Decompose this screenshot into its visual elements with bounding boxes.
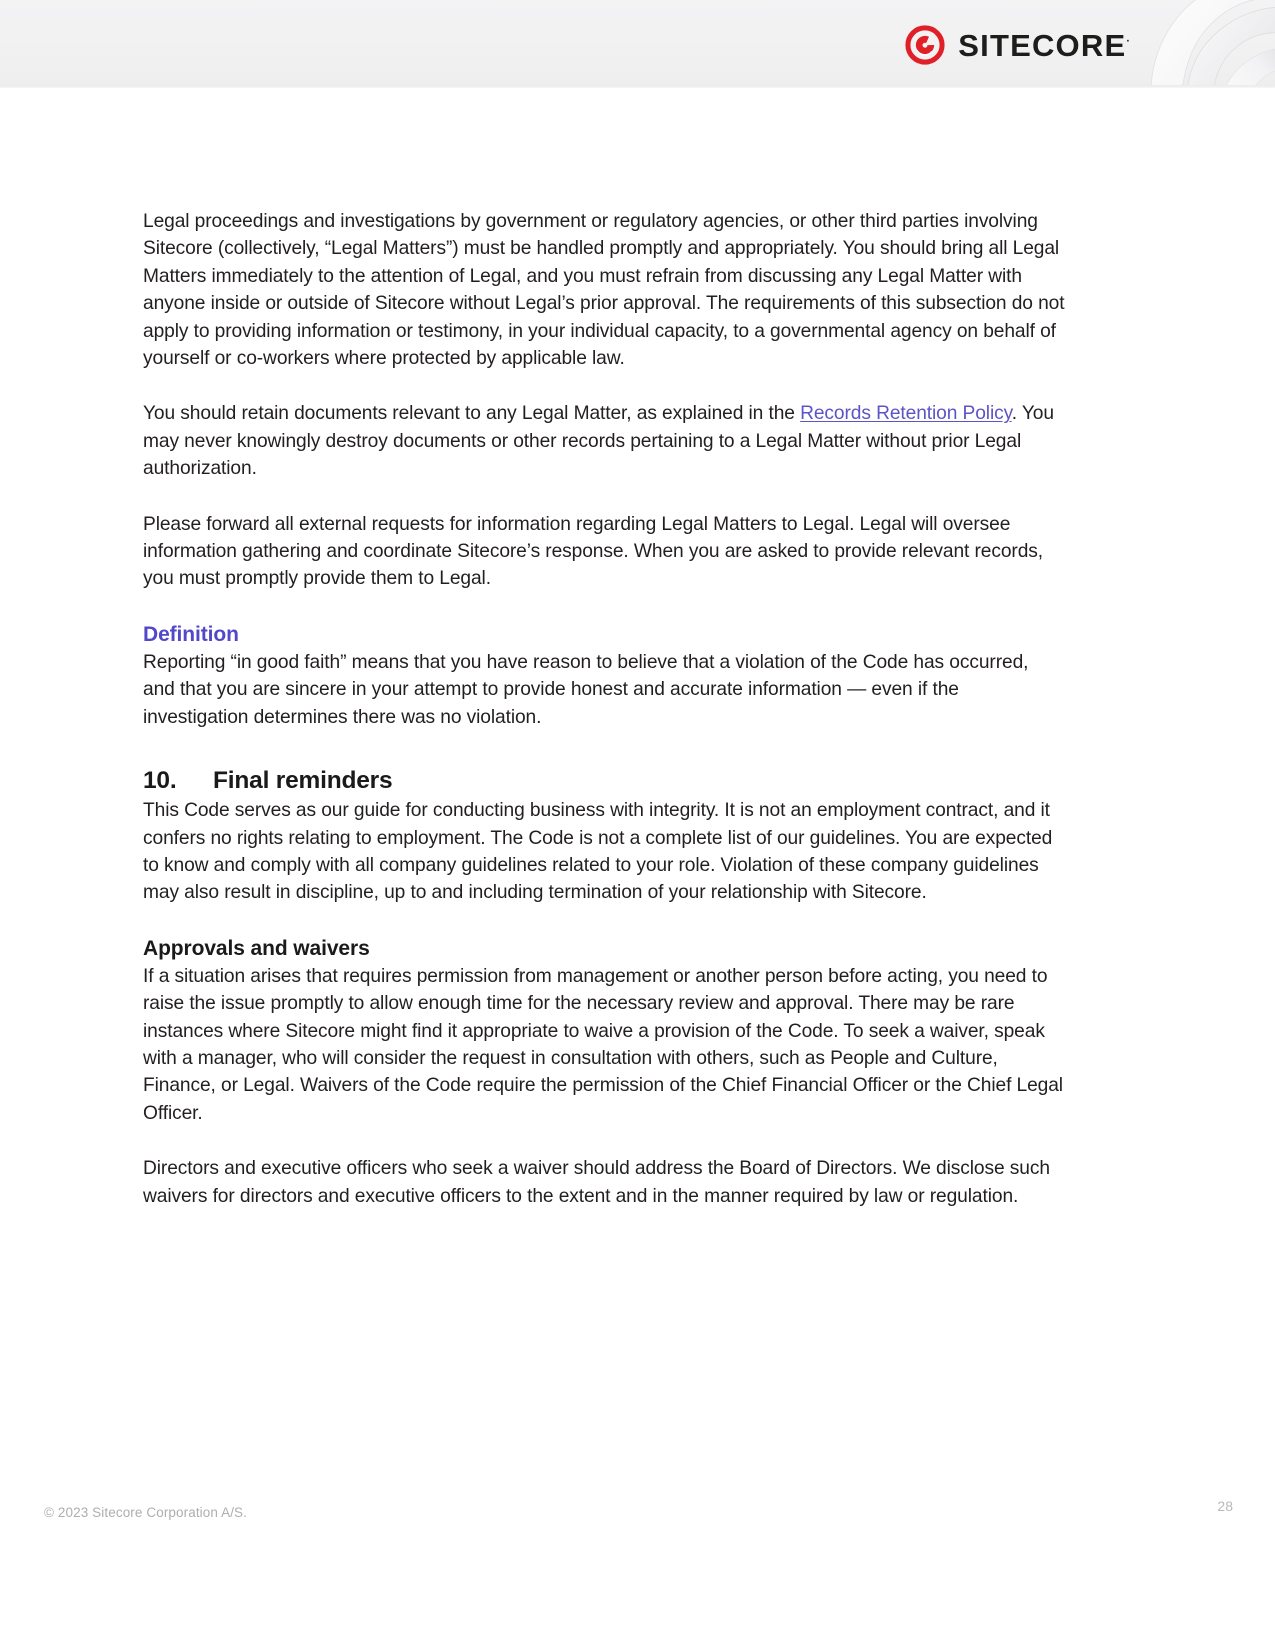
section-title: Final reminders (213, 767, 393, 795)
paragraph-final-reminders-body: This Code serves as our guide for conducting business with integrity. It is not an employment contract, and it confers no rights relating to employment. The Code is not a complete list of our guidelines. You are expected to know and comply with all company guidelines related to your role. Violation of these company guidelines may also result in discipline, up to and including termination of your relationship with Sitecore. (143, 800, 1053, 904)
page-header (0, 0, 1275, 88)
sitecore-circle-logo (905, 25, 945, 65)
records-retention-policy-link[interactable]: Records Retention Policy (800, 403, 1012, 425)
approvals-and-waivers-heading: Approvals and waivers (143, 936, 370, 960)
paragraph-external-requests: Please forward all external requests for information regarding Legal Matters to Legal. Legal will oversee information gathering and coordinate Sitecore’s response. When you are asked to provide relevant records, you must promptly provide them to Legal. (143, 513, 1044, 590)
paragraph-directors-body: Directors and executive officers who seek a waiver should address the Board of Directors. We disclose such waivers for directors and executive officers to the extent and in the manner required by law or regulation. (143, 1158, 1050, 1207)
sitecore-logo (905, 24, 1130, 66)
footer-page-number: 28 (1217, 1498, 1233, 1514)
definition-heading: Definition (143, 622, 239, 646)
paragraph-approvals-body: If a situation arises that requires permission from management or another person before acting, you need to raise the issue promptly to allow enough time for the necessary review and approval. There may be rare instances where Sitecore might find it appropriate to waive a provision of the Code. To seek a waiver, speak with a manager, who will consider the request in consultation with others, such as People and Culture, Finance, or Legal. Waivers of the Code require the permission of the Chief Financial Officer or the Chief Legal Officer. (143, 965, 1063, 1124)
logo-trademark-mark: · (1126, 35, 1130, 48)
paragraph-legal-matters: Legal proceedings and investigations by government or regulatory agencies, or other third parties involving Sitecore (collectively, “Legal Matters”) must be handled promptly and appropriately. You should bring all Legal Matters immediately to the attention of Legal, and you must refrain from discussing any Legal Matter with anyone inside or outside of Sitecore without Legal’s prior approval. The requirements of this subsection do not apply to providing information or testimony, in your individual capacity, to a governmental agency on behalf of yourself or co-workers where protected by applicable law. (143, 211, 1065, 370)
logo-word-text: SITECORE (958, 27, 1127, 63)
paragraph-records-retention (143, 400, 1065, 482)
section-number: 10. (143, 767, 177, 795)
document-body (143, 208, 1065, 1210)
paragraph-records-retention-suffix: . You may never knowingly destroy documents or other records pertaining to a Legal Matter without prior Legal authorization. (143, 403, 1054, 480)
sitecore-wordmark (958, 27, 1130, 63)
paragraph-records-retention-prefix: You should retain documents relevant to any Legal Matter, as explained in the (143, 403, 801, 425)
section-heading-final-reminders (143, 765, 1065, 797)
paragraph-definition-body: Reporting “in good faith” means that you have reason to believe that a violation of the Code has occurred, and that you are sincere in your attempt to provide honest and accurate information — even if the investigation determines there was no violation. (143, 651, 1029, 728)
footer-copyright: © 2023 Sitecore Corporation A/S. (44, 1505, 248, 1520)
